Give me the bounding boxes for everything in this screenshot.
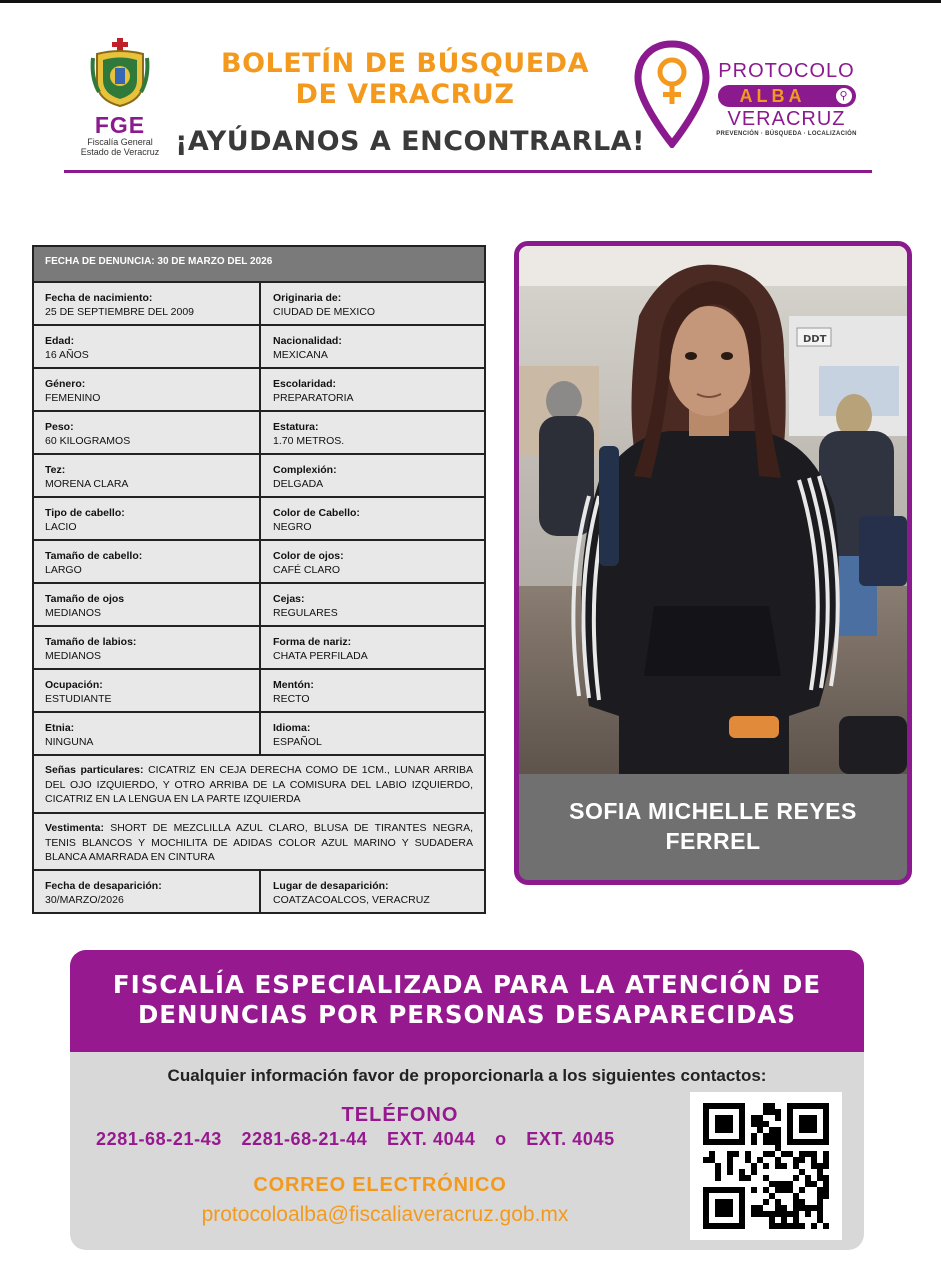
cell-label: Mentón: (273, 679, 314, 691)
missing-person-name (519, 796, 907, 856)
table-cell (34, 283, 259, 324)
cell-label: Género: (45, 378, 86, 390)
phone-numbers (96, 1129, 696, 1150)
header-divider (64, 170, 872, 173)
cell-value: FEMENINO (45, 392, 101, 404)
table-cell (259, 670, 484, 711)
cell-value: 30/MARZO/2026 (45, 894, 124, 906)
table-cell (259, 455, 484, 496)
missing-person-photo (519, 246, 907, 774)
qr-code[interactable] (690, 1092, 842, 1240)
cell-value: MEDIANOS (45, 650, 102, 662)
clothing (34, 814, 484, 871)
photo-sign: DDT (803, 334, 827, 345)
protocol-word: PROTOCOLO (718, 60, 855, 82)
cell-label: Peso: (45, 421, 74, 433)
table-cell (259, 541, 484, 582)
table-row (34, 369, 484, 412)
name-line-1: SOFIA MICHELLE REYES (569, 798, 857, 824)
senas-label: Señas particulares: (45, 764, 144, 776)
cell-value: ESTUDIANTE (45, 693, 112, 705)
table-cell (34, 455, 259, 496)
cell-value: NEGRO (273, 521, 312, 533)
phone-label: TELÉFONO (341, 1104, 459, 1126)
table-cell (34, 627, 259, 668)
cell-value: LARGO (45, 564, 82, 576)
alba-pill (718, 85, 856, 107)
cell-label: Estatura: (273, 421, 319, 433)
name-line-2: FERREL (665, 828, 761, 854)
cell-label: Tamaño de labios: (45, 636, 137, 648)
contact-panel (70, 950, 864, 1250)
cell-value: MORENA CLARA (45, 478, 129, 490)
phone-separator: o (495, 1129, 507, 1149)
cell-value: DELGADA (273, 478, 324, 490)
table-row (34, 455, 484, 498)
table-cell (259, 326, 484, 367)
fge-acronym: FGE (94, 112, 146, 138)
table-row (34, 670, 484, 713)
cell-value: CHATA PERFILADA (273, 650, 368, 662)
table-cell (259, 369, 484, 410)
cell-label: Complexión: (273, 464, 337, 476)
table-cell (259, 627, 484, 668)
cell-value: RECTO (273, 693, 310, 705)
cell-label: Forma de nariz: (273, 636, 352, 648)
vestimenta-value: SHORT DE MEZCLILLA AZUL CLARO, BLUSA DE TIRANTES NEGRA, TENIS BLANCOS Y MOCHILITA DE ADIDAS COLOR AZUL MARINO Y SUDADERA BLANCA AMARRADA EN CINTURA (45, 822, 473, 863)
cell-label: Edad: (45, 335, 75, 347)
cell-value: MEXICANA (273, 349, 328, 361)
table-cell (34, 369, 259, 410)
cell-label: Cejas: (273, 593, 305, 605)
info-table (32, 245, 486, 914)
extension-1: EXT. 4044 (387, 1129, 476, 1149)
bulletin-title (190, 48, 620, 110)
agency-line-1: FISCALÍA ESPECIALIZADA PARA LA ATENCIÓN DE (112, 970, 822, 999)
disappearance-row (34, 871, 484, 912)
fge-logo (72, 38, 168, 157)
cell-value: 60 KILOGRAMOS (45, 435, 131, 447)
table-cell (34, 670, 259, 711)
senas-value: CICATRIZ EN CEJA DERECHA COMO DE 1CM., LUNAR ARRIBA DEL OJO IZQUIERDO, Y OTRO ARRIBA DE LA COMISURA DEL LABIO IZQUIERDO, CICATRIZ EN LA LENGUA EN LA PARTE IZQUIERDA (45, 764, 473, 805)
cell-label: Nacionalidad: (273, 335, 342, 347)
protocolo-alba-logo (714, 60, 859, 137)
cell-label: Color de Cabello: (273, 507, 360, 519)
table-row (34, 326, 484, 369)
table-cell (34, 584, 259, 625)
table-row (34, 498, 484, 541)
table-row (34, 412, 484, 455)
table-cell (34, 713, 259, 754)
phone-2[interactable]: 2281-68-21-44 (241, 1129, 368, 1149)
cell-value: CAFÉ CLARO (273, 564, 341, 576)
cell-label: Etnia: (45, 722, 75, 734)
email-label: CORREO ELECTRÓNICO (253, 1174, 507, 1196)
cell-value: CIUDAD DE MEXICO (273, 306, 376, 318)
table-cell (34, 412, 259, 453)
magnifier-icon: ⚲ (836, 88, 852, 104)
table-row (34, 283, 484, 326)
table-cell (34, 326, 259, 367)
cell-label: Escolaridad: (273, 378, 337, 390)
extension-2: EXT. 4045 (526, 1129, 615, 1149)
distinguishing-marks (34, 756, 484, 814)
coat-of-arms-icon (89, 38, 151, 108)
cell-value: REGULARES (273, 607, 338, 619)
table-row (34, 541, 484, 584)
fge-subtitle-1: Fiscalía General (87, 137, 153, 147)
cell-value: LACIO (45, 521, 77, 533)
cell-label: Ocupación: (45, 679, 103, 691)
report-date-header: FECHA DE DENUNCIA: 30 DE MARZO DEL 2026 (34, 247, 484, 283)
table-cell (259, 412, 484, 453)
cell-label: Tipo de cabello: (45, 507, 125, 519)
disappearance-date-cell (34, 871, 259, 912)
protocol-tagline: PREVENCIÓN · BÚSQUEDA · LOCALIZACIÓN (716, 131, 857, 137)
cell-label: Fecha de desaparición: (45, 880, 162, 892)
female-location-pin-icon (634, 40, 710, 148)
bulletin-title-line-2: DE VERACRUZ (295, 79, 515, 110)
agency-band (70, 950, 864, 1052)
cell-label: Tamaño de cabello: (45, 550, 143, 562)
cell-value: 16 AÑOS (45, 349, 89, 361)
email-link[interactable]: protocoloalba@fiscaliaveracruz.gob.mx (201, 1203, 569, 1226)
table-row (34, 584, 484, 627)
cell-value: 1.70 METROS. (273, 435, 345, 447)
cell-label: Lugar de desaparición: (273, 880, 389, 892)
table-cell (34, 498, 259, 539)
qr-code-icon (703, 1103, 829, 1229)
cell-label: Fecha de nacimiento: (45, 292, 153, 304)
cell-label: Color de ojos: (273, 550, 344, 562)
table-cell (259, 498, 484, 539)
disappearance-place-cell (259, 871, 484, 912)
table-row (34, 627, 484, 670)
table-row (34, 713, 484, 756)
table-rows (34, 283, 484, 756)
cell-label: Tez: (45, 464, 66, 476)
call-to-action: ¡AYÚDANOS A ENCONTRARLA! (175, 126, 645, 157)
cell-value: 25 DE SEPTIEMBRE DEL 2009 (45, 306, 195, 318)
agency-line-2: DENUNCIAS POR PERSONAS DESAPARECIDAS (137, 1000, 797, 1029)
table-cell (259, 283, 484, 324)
vestimenta-label: Vestimenta: (45, 822, 104, 834)
protocol-name: ALBA (739, 86, 806, 106)
table-cell (259, 713, 484, 754)
cell-value: ESPAÑOL (273, 736, 322, 748)
photo-card (514, 241, 912, 885)
cell-value: MEDIANOS (45, 607, 102, 619)
table-cell (34, 541, 259, 582)
fge-subtitle-2: Estado de Veracruz (80, 147, 160, 157)
cell-label: Originaria de: (273, 292, 342, 304)
protocol-state: VERACRUZ (727, 108, 846, 130)
cell-value: PREPARATORIA (273, 392, 354, 404)
top-border (0, 0, 941, 3)
bulletin-title-line-1: BOLETÍN DE BÚSQUEDA (221, 48, 589, 79)
cell-value: COATZACOALCOS, VERACRUZ (273, 894, 430, 906)
contacts-intro: Cualquier información favor de proporcionarla a los siguientes contactos: (167, 1066, 767, 1085)
photo-illustration (519, 246, 907, 774)
phone-1[interactable]: 2281-68-21-43 (96, 1129, 222, 1149)
cell-label: Tamaño de ojos (45, 593, 125, 605)
cell-label: Idioma: (273, 722, 311, 734)
cell-value: NINGUNA (45, 736, 94, 748)
table-cell (259, 584, 484, 625)
